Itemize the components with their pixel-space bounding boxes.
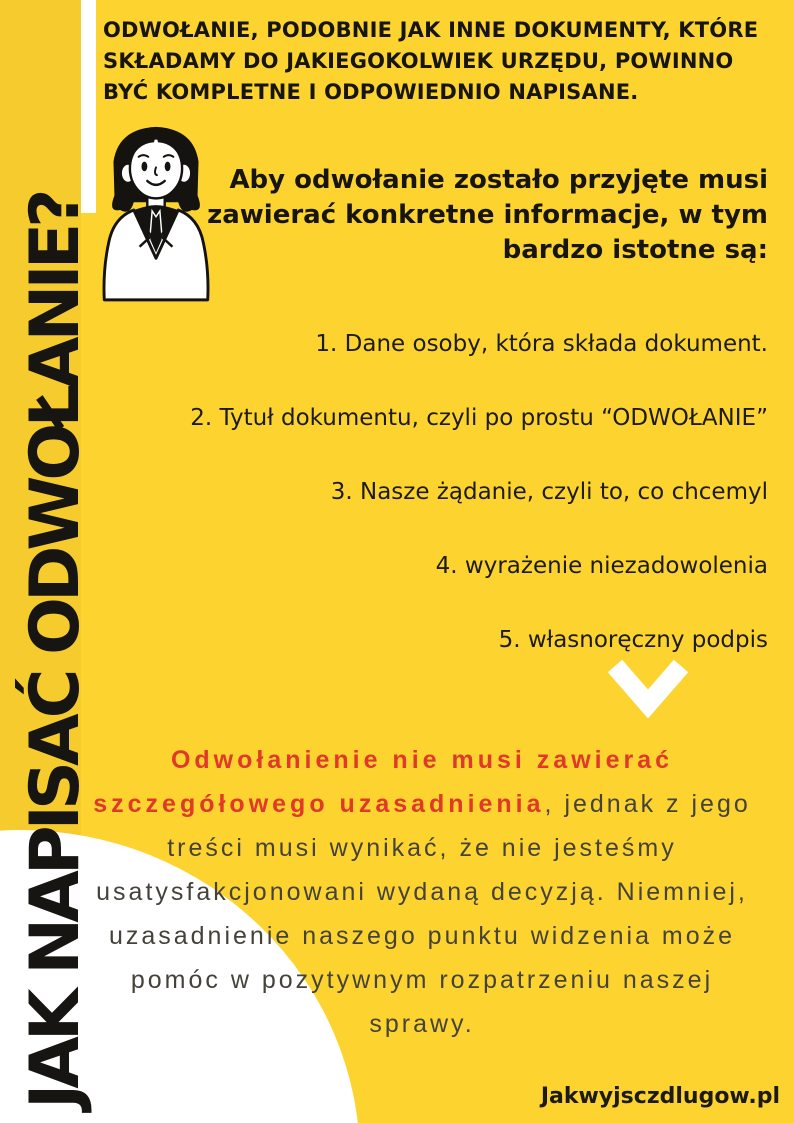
white-accent-bar [81,0,96,213]
vertical-page-title: JAK NAPISAĆ ODWOŁANIE? [16,193,95,1109]
list-item: 5. własnoręczny podpis [498,627,768,653]
note-text: uzasadnienie naszego punktu widzenia może [108,922,736,950]
header-line: ODWOŁANIE, PODOBNIE JAK INNE DOKUMENTY, KTÓRE [103,18,759,42]
website-url: Jakwyjsczdlugow.pl [540,1084,780,1109]
note-text: , jednak z jego [544,790,751,818]
note-line [60,826,784,870]
header-text [103,15,783,108]
list-item: 3. Nasze żądanie, czyli to, co chcemyl [330,479,768,505]
note-line [60,958,784,1002]
note-text: treści musi wynikać, że nie jesteśmy [167,834,677,862]
note-paragraph [60,738,784,1046]
note-line [60,738,784,782]
note-line [60,782,784,826]
intro-line: zawierać konkretne informacje, w tym [207,200,768,230]
note-line [60,1002,784,1046]
note-text: pomóc w pozytywnym rozpatrzeniu naszej [130,966,714,994]
list-item: 4. wyrażenie niezadowolenia [435,553,768,579]
requirements-list [190,329,768,699]
note-highlight: szczegółowego uzasadnienia [93,790,545,818]
intro-line: bardzo istotne są: [502,235,768,265]
note-line [60,914,784,958]
note-line [60,870,784,914]
intro-text [207,163,768,268]
intro-line: Aby odwołanie zostało przyjęte musi [229,165,768,195]
chevron-down-icon [606,659,690,719]
note-text: usatysfakcjonowani wydaną decyzją. Niemniej, [96,878,748,906]
woman-in-white-coat-icon [98,116,214,302]
list-item: 1. Dane osoby, która składa dokument. [315,331,768,357]
note-text: sprawy. [369,1010,475,1038]
header-line: SKŁADAMY DO JAKIEGOKOLWIEK URZĘDU, POWINNO [103,49,734,73]
note-highlight: Odwołanienie nie musi zawierać [170,746,674,774]
header-line: BYĆ KOMPLETNE I ODPOWIEDNIO NAPISANE. [103,80,639,104]
list-item: 2. Tytuł dokumentu, czyli po prostu “ODWOŁANIE” [190,405,768,431]
